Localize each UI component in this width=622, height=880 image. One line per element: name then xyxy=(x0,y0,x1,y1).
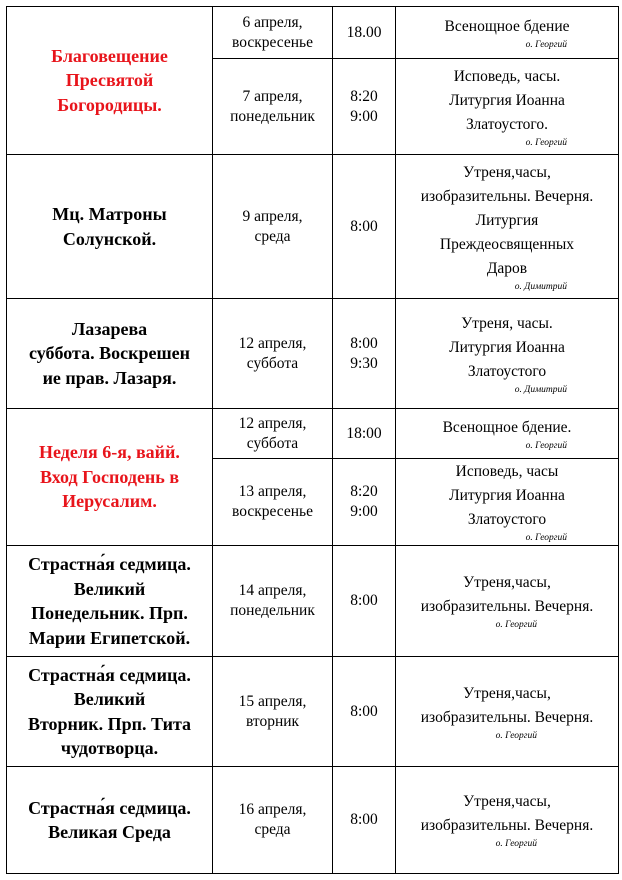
service-time: 18:00 xyxy=(333,409,396,459)
service-date: 16 апреля, среда xyxy=(213,767,333,874)
service-time: 8:00 xyxy=(333,657,396,767)
feast-name: Неделя 6-я, вайй. Вход Господень в Иерусалим. xyxy=(7,409,213,546)
schedule-row xyxy=(7,409,619,459)
service-description: Утреня, часы. Литургия Иоанна Златоустого о. Димитрий xyxy=(396,299,619,409)
priest-name: о. Георгий xyxy=(525,533,567,543)
feast-name: Мц. Матроны Солунской. xyxy=(7,155,213,299)
service-time: 8:00 9:30 xyxy=(333,299,396,409)
schedule-row xyxy=(7,299,619,409)
priest-name: о. Георгий xyxy=(525,440,567,451)
service-description: Утреня,часы, изобразительны. Вечерня. о. Георгий xyxy=(396,546,619,657)
service-date: 12 апреля, суббота xyxy=(213,299,333,409)
service-time: 8:00 xyxy=(333,546,396,657)
service-date: 13 апреля, воскресенье xyxy=(213,459,333,546)
service-time: 8:20 9:00 xyxy=(333,459,396,546)
service-date: 15 апреля, вторник xyxy=(213,657,333,767)
priest-name: о. Димитрий xyxy=(514,384,567,395)
service-description: Всенощное бдение. о. Георгий xyxy=(396,409,619,459)
schedule-row xyxy=(7,546,619,657)
service-time: 18.00 xyxy=(333,7,396,59)
feast-name: Страстна́я седмица. Великая Среда xyxy=(7,767,213,874)
service-date: 12 апреля, суббота xyxy=(213,409,333,459)
service-date: 9 апреля, среда xyxy=(213,155,333,299)
schedule-row xyxy=(7,7,619,59)
service-time: 8:20 9:00 xyxy=(333,59,396,155)
service-time: 8:00 xyxy=(333,767,396,874)
service-date: 6 апреля, воскресенье xyxy=(213,7,333,59)
priest-name: о. Георгий xyxy=(495,730,537,741)
feast-name: Страстна́я седмица. Великий Вторник. Прп. Тита чудотворца. xyxy=(7,657,213,767)
schedule-row xyxy=(7,657,619,767)
schedule-row xyxy=(7,155,619,299)
priest-name: о. Георгий xyxy=(495,839,537,849)
feast-name: Страстна́я седмица. Великий Понедельник. Прп. Марии Египетской. xyxy=(7,546,213,657)
feast-name: Лазарева суббота. Воскрешен ие прав. Лазаря. xyxy=(7,299,213,409)
service-description: Исповедь, часы Литургия Иоанна Златоустого о. Георгий xyxy=(396,459,619,546)
service-description: Исповедь, часы. Литургия Иоанна Златоустого. о. Георгий xyxy=(396,59,619,155)
service-time: 8:00 xyxy=(333,155,396,299)
priest-name: о. Георгий xyxy=(525,39,567,50)
feast-name: Благовещение Пресвятой Богородицы. xyxy=(7,7,213,155)
service-schedule-table xyxy=(6,6,619,874)
priest-name: о. Георгий xyxy=(525,137,567,148)
schedule-row xyxy=(7,767,619,874)
service-description: Утреня,часы, изобразительны. Вечерня. о. Георгий xyxy=(396,767,619,874)
service-description: Утреня,часы, изобразительны. Вечерня. Литургия Преждеосвященных Даров о. Димитрий xyxy=(396,155,619,299)
priest-name: о. Георгий xyxy=(495,620,537,630)
service-description: Утреня,часы, изобразительны. Вечерня. о. Георгий xyxy=(396,657,619,767)
service-date: 14 апреля, понедельник xyxy=(213,546,333,657)
priest-name: о. Димитрий xyxy=(514,281,567,292)
service-description: Всенощное бдение о. Георгий xyxy=(396,7,619,59)
service-date: 7 апреля, понедельник xyxy=(213,59,333,155)
